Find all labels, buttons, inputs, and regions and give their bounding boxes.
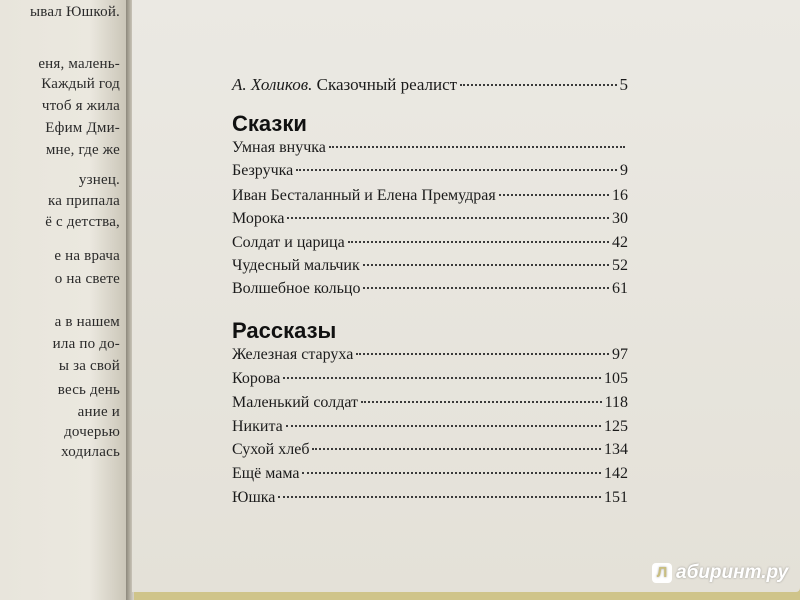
toc-item-title: Умная внучка <box>232 139 326 156</box>
toc-item-title: Безручка <box>232 162 294 179</box>
toc-item-page: 61 <box>612 280 628 297</box>
left-page-line: узнец. <box>78 172 120 188</box>
left-page-line: ы за свой <box>58 358 120 374</box>
watermark-text: абиринт.ру <box>676 562 789 583</box>
toc-leader-dots <box>286 425 601 427</box>
toc-leader-dots <box>361 401 602 403</box>
toc-leader-dots <box>278 496 601 498</box>
toc-item-page: 16 <box>612 187 628 204</box>
toc-item-page: 30 <box>612 210 628 227</box>
toc-row <box>232 234 628 252</box>
toc-item-page: 97 <box>612 346 628 363</box>
toc-intro-row <box>232 75 628 95</box>
toc-item-page: 118 <box>604 394 628 411</box>
toc-row <box>232 441 628 459</box>
toc-row <box>232 418 628 436</box>
toc-row <box>232 346 628 364</box>
left-page-line: ё с детства, <box>45 214 120 230</box>
left-page-line: о на свете <box>54 271 120 287</box>
toc-item-title: Солдат и царица <box>232 234 345 251</box>
toc-item-title: Железная старуха <box>232 346 354 363</box>
labirint-watermark <box>652 562 788 584</box>
section-heading-fairy-tales: Сказки <box>232 111 307 136</box>
toc-leader-dots <box>356 353 609 355</box>
toc-item-title: Иван Бесталанный и Елена Премудрая <box>232 187 496 204</box>
left-page-line: весь день <box>57 382 120 398</box>
toc-row <box>232 394 628 412</box>
toc-item-page: 142 <box>604 465 628 482</box>
toc-item-page: 42 <box>612 234 628 251</box>
toc-row <box>232 139 628 157</box>
left-page-line: дочерью <box>64 424 120 440</box>
toc-item-title: Юшка <box>232 489 276 506</box>
toc-item-page: 125 <box>604 418 628 435</box>
toc-item-page: 9 <box>620 162 628 179</box>
toc-intro-title: Сказочный реалист <box>316 75 458 94</box>
toc-item-title: Никита <box>232 418 283 435</box>
toc-leader-dots <box>296 169 617 171</box>
toc-row <box>232 465 628 483</box>
left-page-line: а в нашем <box>54 314 120 330</box>
left-page-line: ила по до- <box>52 336 120 352</box>
left-page-line: е на врача <box>54 248 120 264</box>
toc-item-page: 134 <box>604 441 628 458</box>
toc-leader-dots <box>329 146 625 148</box>
left-page-line: мне, где же <box>45 142 120 158</box>
toc-leader-dots <box>287 217 609 219</box>
toc-item-page: 151 <box>604 489 628 506</box>
toc-row <box>232 257 628 275</box>
toc-leader-dots <box>363 287 609 289</box>
toc-row <box>232 280 628 298</box>
toc-leader-dots <box>499 194 609 196</box>
toc-item-title: Волшебное кольцо <box>232 280 361 297</box>
toc-leader-dots <box>348 241 609 243</box>
toc-leader-dots <box>312 448 601 450</box>
left-page-line: ходилась <box>61 444 120 460</box>
toc-item-title: Маленький солдат <box>232 394 359 411</box>
left-page-line: ывал Юшкой. <box>30 4 120 20</box>
toc-leader-dots <box>460 84 616 86</box>
left-page <box>0 0 128 600</box>
left-page-line: Каждый год <box>41 76 120 92</box>
toc-item-title: Сухой хлеб <box>232 441 310 458</box>
toc-item-title: Морока <box>232 210 285 227</box>
toc-item-title: Ещё мама <box>232 465 300 482</box>
left-page-line: еня, малень- <box>38 56 120 72</box>
labirint-logo-icon: Л <box>652 563 672 583</box>
left-page-line: Ефим Дми- <box>45 120 120 136</box>
section-heading-stories: Рассказы <box>232 318 337 343</box>
left-page-line: чтоб я жила <box>41 98 120 114</box>
toc-row <box>232 370 628 388</box>
toc-row <box>232 210 628 228</box>
toc-intro-author: А. Холиков. <box>232 75 313 94</box>
toc-leader-dots <box>302 472 601 474</box>
toc-item-title: Корова <box>232 370 281 387</box>
toc-leader-dots <box>363 264 609 266</box>
toc-intro-page: 5 <box>619 75 628 94</box>
toc-row <box>232 489 628 507</box>
toc-item-page: 52 <box>612 257 628 274</box>
toc-row <box>232 187 628 205</box>
left-page-line: ка припала <box>48 193 120 209</box>
toc-row <box>232 162 628 180</box>
toc-item-page: 105 <box>604 370 628 387</box>
toc-item-title: Чудесный мальчик <box>232 257 360 274</box>
left-page-line: ание и <box>77 404 120 420</box>
toc-leader-dots <box>283 377 601 379</box>
